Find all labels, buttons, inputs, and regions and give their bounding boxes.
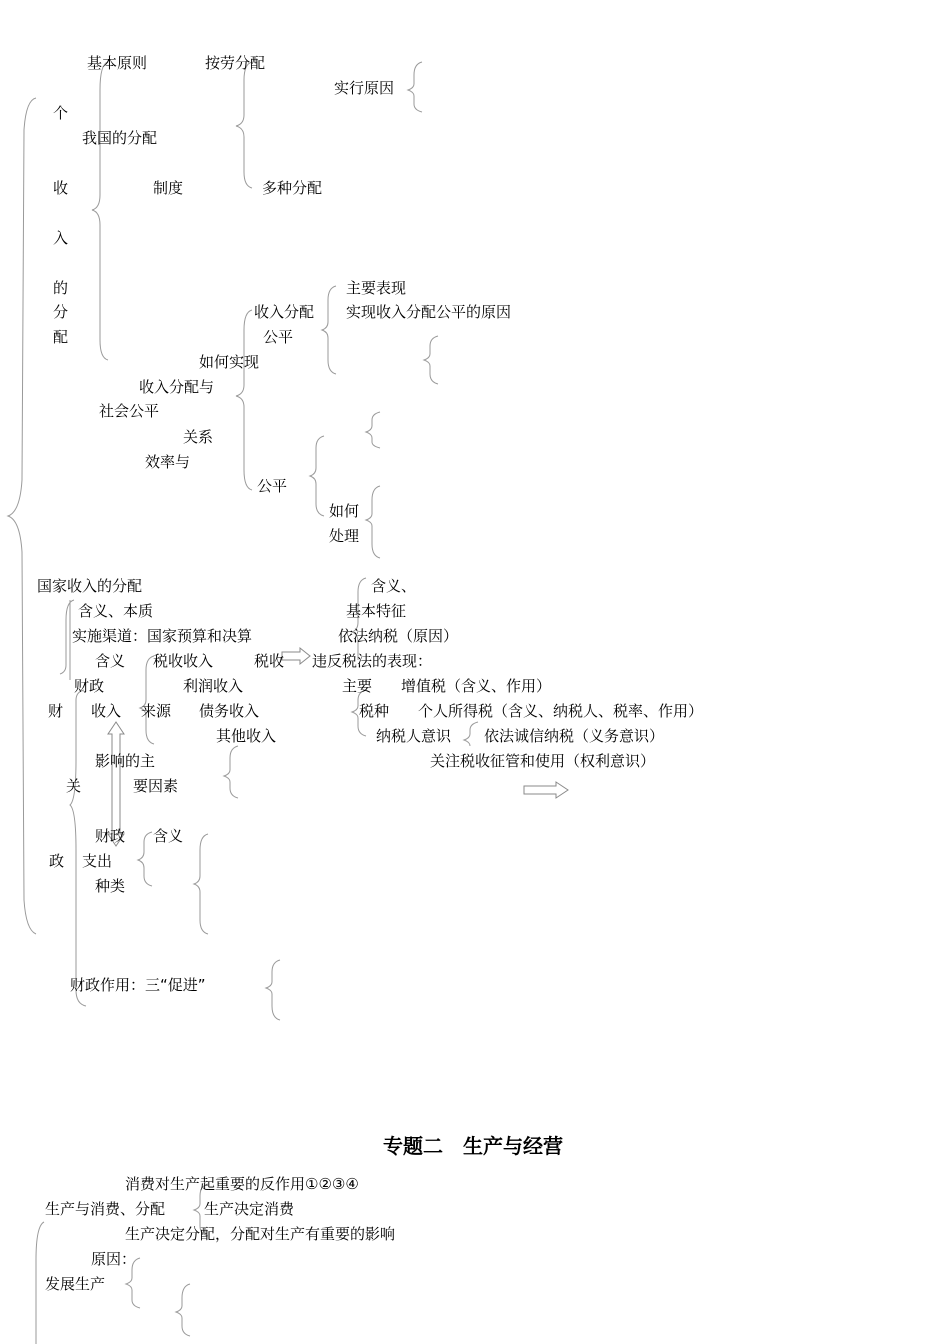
label-finance-2: 财政 — [95, 827, 126, 845]
label-reason: 原因： — [91, 1250, 137, 1268]
label-taxpayer-awareness: 纳税人意识 — [376, 727, 452, 745]
vertical-char-pei: 配 — [53, 328, 69, 346]
label-meaning-short: 含义、 — [371, 577, 417, 595]
brace-fair-reason — [424, 336, 438, 384]
label-multiple-dist: 多种分配 — [262, 179, 323, 197]
arrow-right-lower — [524, 782, 568, 798]
label-how-achieve: 如何实现 — [199, 353, 260, 371]
brace-distribution-system — [92, 62, 108, 360]
label-meaning-1: 含义 — [95, 652, 126, 670]
label-watch-tax: 关注税收征管和使用（权利意识） — [430, 752, 656, 770]
label-reason-impl: 实行原因 — [334, 79, 395, 97]
label-finance-1: 财政 — [74, 677, 105, 695]
label-relation: 关系 — [183, 428, 214, 446]
vertical-char-fen: 分 — [53, 303, 69, 321]
vertical-char-zheng: 政 — [49, 852, 65, 870]
label-types: 种类 — [95, 877, 126, 895]
brace-main — [8, 98, 36, 934]
brace-factors — [224, 746, 238, 798]
label-tax-revenue: 税收收入 — [153, 652, 214, 670]
label-basic-principle: 基本原则 — [87, 54, 148, 72]
label-reason-fair: 实现收入分配公平的原因 — [346, 303, 512, 321]
label-vat: 增值税（含义、作用） — [401, 677, 552, 695]
label-production-decides-consumption: 生产决定消费 — [204, 1200, 295, 1218]
label-meaning-2: 含义 — [153, 827, 184, 845]
label-income-tax: 个人所得税（含义、纳税人、税率、作用） — [418, 702, 704, 720]
label-revenue: 收入 — [91, 702, 122, 720]
label-expenditure: 支出 — [82, 852, 113, 870]
label-honest-tax: 依法诚信纳税（义务意识） — [484, 727, 665, 745]
label-handle: 处理 — [329, 527, 360, 545]
label-debt-revenue: 债务收入 — [199, 702, 260, 720]
label-by-labor: 按劳分配 — [205, 54, 266, 72]
label-consumption-reaction: 消费对生产起重要的反作用①②③④ — [125, 1175, 359, 1193]
brace-finance-income — [70, 690, 86, 1006]
label-tax-by-law: 依法纳税（原因） — [338, 627, 459, 645]
label-fair-2: 公平 — [257, 477, 288, 495]
label-production-consumption-dist: 生产与消费、分配 — [45, 1200, 166, 1218]
label-main-manifest: 主要表现 — [346, 279, 407, 297]
label-finance-role: 财政作用：三“促进” — [70, 976, 206, 994]
label-income-dist-and: 收入分配与 — [139, 378, 215, 396]
label-source: 来源 — [141, 702, 172, 720]
arrow-tax-right — [282, 648, 310, 664]
label-how: 如何 — [329, 502, 360, 520]
label-other-revenue: 其他收入 — [216, 727, 277, 745]
brace-section3-left — [36, 1222, 44, 1344]
brace-expenditure — [138, 832, 152, 886]
brace-efficiency — [310, 436, 324, 516]
label-profit-revenue: 利润收入 — [183, 677, 244, 695]
brace-income-fair — [322, 286, 336, 374]
vertical-char-ge: 个 — [53, 104, 69, 122]
brace-principles — [236, 62, 252, 188]
label-develop-production: 发展生产 — [45, 1275, 106, 1293]
label-income-dist: 收入分配 — [254, 303, 315, 321]
brace-relation — [366, 412, 380, 448]
vertical-char-ru: 入 — [53, 229, 69, 247]
vertical-char-cai: 财 — [48, 702, 64, 720]
brace-finance-role — [266, 960, 280, 1020]
label-efficiency-and: 效率与 — [145, 453, 191, 471]
label-social-fair: 社会公平 — [99, 402, 160, 420]
label-tax: 税收 — [254, 652, 285, 670]
label-production-decides-dist: 生产决定分配，分配对生产有重要的影响 — [125, 1225, 396, 1243]
brace-social-fair — [236, 310, 252, 490]
brace-revenue-sources — [140, 656, 154, 744]
vertical-char-de: 的 — [53, 279, 69, 297]
label-impl-channel: 实施渠道：国家预算和决算 — [72, 627, 253, 645]
label-violation: 违反税法的表现： — [312, 652, 433, 670]
label-national-income-dist: 国家收入的分配 — [37, 577, 143, 595]
label-tax-type: 税种 — [359, 702, 390, 720]
label-my-country-dist: 我国的分配 — [82, 129, 158, 147]
label-basic-features: 基本特征 — [346, 602, 407, 620]
label-main-factors: 要因素 — [133, 777, 179, 795]
section-title: 专题二 生产与经营 — [383, 1134, 563, 1158]
brace-reason — [408, 62, 422, 112]
brace-expenditure-types — [194, 834, 208, 934]
brace-develop-sub — [176, 1284, 190, 1336]
label-meaning-essence: 含义、本质 — [78, 602, 154, 620]
brace-taxpayer — [464, 722, 478, 746]
label-fair-1: 公平 — [263, 328, 294, 346]
vertical-char-guan: 关 — [66, 777, 82, 795]
brace-handle — [366, 486, 380, 558]
vertical-char-shou: 收 — [53, 179, 69, 197]
label-system: 制度 — [153, 179, 184, 197]
label-influence-main: 影响的主 — [95, 752, 156, 770]
label-main: 主要 — [342, 677, 373, 695]
